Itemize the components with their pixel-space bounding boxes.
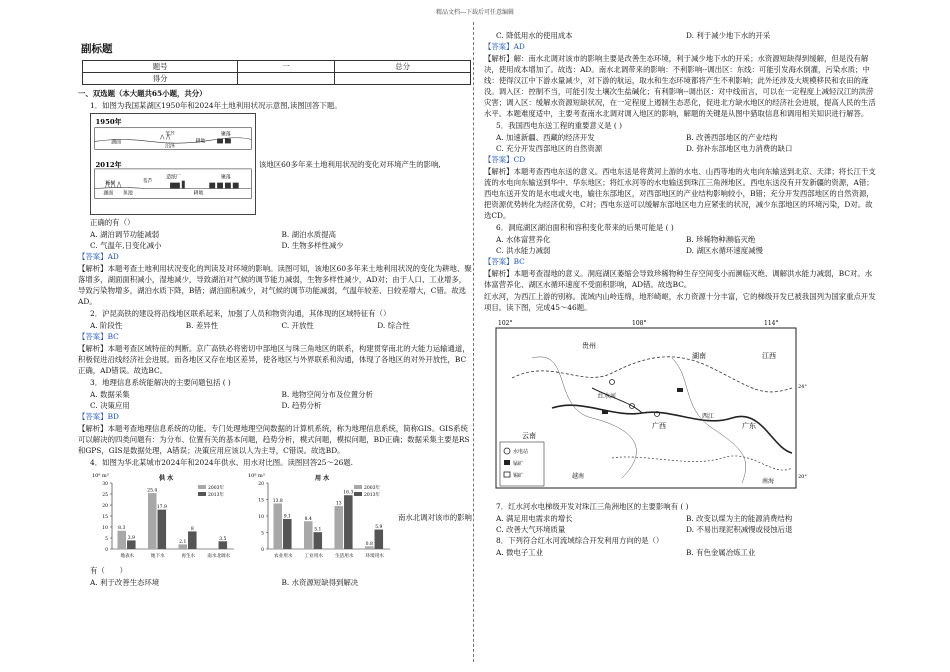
q5-analysis: 【解析】本题考查西电东送的意义。西电东送是将黄河上游的水电、山西等地的火电向东输送到北京、天津；将长江干支流的水电向东输送到华中、华东地区；将红水河等的水电输送到珠江三角洲地区。西电东送没有开发新疆的资源，A错；西电东送开发的是水电或火电，输往东部地区，对西部地区的产业结构影响较小，B错；充分开发西部地区的自然资源，把资源优势转化为经济优势，C对；西电东送可以缓解东部地区电力应紧张的状况，减少东部地区的环境污染，D对。故选CD。 [484,167,876,220]
chart-ytick-label: 0 [105,548,108,553]
chart-bar [283,519,292,549]
chart-ytick-label: 30 [102,482,108,487]
q1-side-text: 该地区60多年来土地利用状况的变化对环境产生的影响, [259,159,441,169]
q1-option-a[interactable]: A. 湖泊调节功能减弱 [90,230,160,239]
q3-option-b[interactable]: B. 地物空间分布及位置分析 [281,390,373,399]
chart-legend-swatch [198,492,206,496]
q2-analysis: 【解析】本题考查区域特征的判断。京广高铁必将密切中部地区与珠三角地区的联系，构建贯穿南北的大能力运输通道，积极促进沿线经济社会进展。而各地区又存在地区差异，使各地区与外界联系和沟通，体现了各地区的对外开放性，BC正确，AD错误。故选BC。 [78,344,470,375]
chart-ylabel: 10⁸ m³ [92,473,109,479]
chart-ytick-label: 0 [261,548,264,553]
q4-option-a[interactable]: A. 利于改善生态环境 [90,578,160,587]
chart-data-label: 5.9 [375,525,383,531]
map-lon-108: 108° [632,320,647,327]
label-1950: 1950年 [95,117,122,126]
chart-legend-label: 2013年 [364,493,380,498]
chart-data-label: 0.8 [365,541,373,547]
chart-data-label: 13.8 [272,498,283,504]
chart-title: 供 水 [159,475,174,482]
q5-option-d[interactable]: D. 弥补东部地区电力消费的缺口 [686,144,793,153]
q1-answer: 【答案】AD [78,252,119,261]
q3-option-d[interactable]: D. 趋势分析 [281,401,322,410]
map-guizhou: 贵州 [582,342,596,350]
chart-legend-swatch [354,492,362,496]
q4-option-d[interactable]: D. 利于减少地下水的开采 [686,31,771,40]
q6-option-a[interactable]: A. 水体富营养化 [496,235,551,244]
chart-data-label: 8.3 [118,526,126,532]
chart-category-label: 南水北调水 [207,554,231,559]
chart-bar [344,495,353,549]
legend-hydro: 水电站 [513,449,529,455]
label-village-1950: 聚落 [221,131,231,138]
q6-options [484,234,876,256]
label-field-1950: 耕地 [195,138,206,145]
q2-options [78,320,473,331]
map-xijiang: 西江 [702,413,715,420]
chart-title: 用 水 [315,475,330,482]
map-jiangxi: 江西 [762,352,776,360]
chart-legend-label: 2003年 [208,486,224,491]
label-field-2012: 耕地 [193,190,204,197]
right-column [484,30,876,558]
hongshui-river-map [492,318,812,494]
q7-option-b[interactable]: B. 改变以煤为主的能源消费结构 [686,514,793,523]
chart-ytick-label: 5 [261,531,264,537]
chart-category-label: 农业用水 [274,554,293,559]
q4-options-cont [484,30,876,41]
q1-analysis: 【解析】本题考查土地利用状况变化的判读及对环境的影响。读图可知，该地区60多年来土地利用状况的变化为耕地、聚落增多，湖面面积减小，湿地减少，导致湖泊对气候的调节能力减弱，生物多样性减少，AD对；由于人口、工业增多，导致污染物增多，湖泊水质下降，B错；湖泊面积减少，对气候的调节功能减弱，气温年较差、日较差增大，C错。故选AD。 [78,264,472,306]
map-hunan: 湖南 [692,352,706,360]
chart-bar [334,506,343,549]
q5-options [484,132,876,154]
map-nanhai: 南海 [762,478,775,485]
legend-mineral1: 锰矿 [513,461,524,467]
q5-option-c[interactable]: C. 充分开发西部地区的自然资源 [496,144,603,153]
chart-data-label: 5.1 [314,527,322,533]
q1-option-d[interactable]: D. 生物多样性减少 [281,241,344,250]
q1-stem: 1．如图为我国某湖区1950年和2024年土地利用状况示意图,读图回答下题。 [90,101,342,110]
chart-ytick-label: 20 [102,504,108,509]
q8-option-b[interactable]: B. 有色金属冶炼工业 [686,548,756,557]
q7-stem: 7．红水河水电梯级开发对珠江三角洲地区的主要影响有 ( ) [496,502,689,511]
q8-option-a[interactable]: A. 微电子工业 [496,548,543,557]
page-header: 精品文档---下载后可任意编辑 [435,9,515,16]
chart-ylabel: 10⁸ m³ [248,473,265,479]
label-yangshu: 杨树 [105,180,116,187]
q2-option-c[interactable]: C. 开放性 [281,321,314,330]
score-table [82,60,471,85]
chart-ytick-label: 20 [258,482,264,487]
score-cell: 题号 [83,61,238,73]
label-paper: 造纸厂 [166,174,181,181]
score-cell: 总分 [335,61,471,73]
q6-option-b[interactable]: B. 珍稀物种濒临灭绝 [686,235,756,244]
q6-stem: 6．洞庭湖区湖泊面积和容积变化带来的后果可能是 ( ) [496,223,674,232]
chart-bar [304,521,313,549]
chart-bar [127,540,136,549]
q3-option-c[interactable]: C. 决策应用 [90,401,130,410]
chart-data-label: 16.3 [343,490,354,496]
legend-mineral2: 锡矿 [513,473,524,479]
q5-option-a[interactable]: A. 加速新疆、西藏的经济开发 [496,133,595,142]
q4-tail: 有（ ） [90,566,127,575]
doc-title: 副标题 [81,43,113,55]
chart-bar [219,541,228,549]
map-lon-114: 114° [764,320,779,327]
q7-option-a[interactable]: A. 满足用电需求的增长 [496,514,573,523]
q1-option-b[interactable]: B. 湖泊水质提高 [281,230,336,239]
q4-analysis: 【解析】解：南水北调对该市的影响主要是改善生态环境，利于减少地下水的开采；水资源短缺得到缓解，但是没有解决，使用成本增加了。故选：AD。南水北调带来的影响：不利影响--调出区：东线：可能引发海水倒灌，污染水质；中线：使得汉江中下游水量减少，对下游的航运，取水和生态环境都将产生不利影响；此外还涉及大规模移民和农田的淹没。调入区：控制不当，可能引发土壤次生盐碱化；有利影响--调出区：对中线而言，可以在一定程度上减轻汉江的洪涝灾害；调入区：缓解水资源短缺状况，在一定程度上遏制生态恶化，促进北方缺水地区的经济社会进展，提高人民的生活水平。本题难度适中，主要考查南水北调对调入地区的影响，解题的关键是从图中猎取信息和调用相关知识进行解答。 [484,54,876,118]
map-yuenan: 越南 [572,473,585,480]
mineral-icon [504,460,510,465]
chart-data-label: 13 [335,501,342,507]
chart-ytick-label: 15 [258,498,264,504]
q3-options [78,389,473,411]
water-supply-chart [90,469,238,565]
q4-option-c[interactable]: C. 降低用水的使用成本 [496,31,573,40]
chart-bar [148,493,157,549]
q5-stem: 5．我国西电东送工程的重要意义是 ( ) [496,121,623,130]
score-cell [238,73,335,85]
chart-data-label: 17.9 [156,505,167,511]
score-cell: 一 [238,61,335,73]
chart-legend-swatch [354,485,362,489]
q7-options [484,513,876,535]
land-use-figure [90,113,256,215]
mineral-icon [602,410,608,414]
q3-stem: 3．地理信息系统能解决的主要问题包括 ( ) [90,378,231,387]
chart-bar [158,510,167,549]
q4-options [78,577,473,588]
chart-data-label: 3.5 [219,536,227,542]
chart-data-label: 8.4 [304,516,312,522]
chart-data-label: 9.1 [283,514,291,520]
map-guangxi: 广西 [652,422,666,430]
map-lat-20: 20° [798,474,807,480]
map-lat-24: 24° [798,384,807,390]
q6-option-d[interactable]: D. 湖区水循环速度减慢 [686,246,763,255]
label-fishpond: 鱼池 [123,190,133,197]
map-guangdong: 广东 [742,422,756,430]
chart-bar [178,544,187,549]
q4-answer: 【答案】AD [484,42,525,51]
q3-answer: 【答案】BD [78,412,119,421]
chart-data-label: 8 [190,526,194,532]
q3-analysis: 【解析】本题考查地理信息系统的功能。专门处理地理空间数据的计算机系统，称为地理信息系统，简称GIS。GIS系统可以解决的四类问题有：为分布、位置有关的基本问题，趋势分析，模式问题，模拟问题，BD正确；数据采集主要是RS和GPS，GIS是数据处理，A错误；决策应用应该以人为主导，C错误。故选BD。 [78,424,470,455]
label-lake-1950: 湖面 [111,139,122,146]
q1-option-c[interactable]: C. 气温年,日变化减小 [90,241,162,250]
q3-option-a[interactable]: A. 数据采集 [90,390,130,399]
q2-option-d[interactable]: D. 综合性 [377,321,410,330]
chart-ytick-label: 10 [258,515,264,520]
q4-option-b[interactable]: B. 水资源短缺得到解决 [281,578,359,587]
chart-ytick-label: 15 [102,515,108,520]
q2-stem: 2．沪昆高铁的建设将沿线地区联系起来，加强了人员和物资沟通，其体现的区域特征有（） [90,309,391,318]
chart-legend-label: 2003年 [364,486,380,491]
mineral-icon [677,388,683,392]
chart-bar [188,531,197,549]
q2-option-a[interactable]: A. 阶段性 [90,321,123,330]
section-heading: 一、双选题（本大题共65小题，共分） [78,89,207,98]
q7-option-c[interactable]: C. 改善大气环境质量 [496,525,566,534]
q2-answer: 【答案】BC [78,332,119,341]
chart-ytick-label: 25 [102,493,108,498]
q8-stem: 8．下列符合红水河流域综合开发利用方向的是（） [496,536,664,545]
chart-category-label: 生活用水 [335,554,354,559]
chart-bar [117,531,126,549]
label-reed-2012: 苇芦 [142,178,153,185]
chart-ytick-label: 5 [105,537,108,542]
label-swamp: 沼泽 [165,143,175,150]
water-use-chart [246,469,394,565]
chart-ytick-label: 10 [102,526,108,531]
chart-data-label: 2.1 [179,539,187,545]
chart-category-label: 地下水 [150,554,165,559]
label-village-2012: 聚落 [221,174,231,181]
q7-option-d[interactable]: D. 不易出现泥积减慢或侵蚀后退 [686,525,793,534]
map-lon-102: 102° [498,320,513,327]
chart-bar [314,532,323,549]
label-2012: 2012年 [95,160,122,169]
chart-legend-swatch [198,485,206,489]
chart-category-label: 工业用水 [304,554,323,559]
q4-stem: 4．如图为华北某城市2024年和2024年供水、用水对比图。读图回答25～26题. [90,458,354,467]
chart-category-label: 再生水 [181,554,196,559]
chart-bar [375,530,384,549]
chart-legend-label: 2013年 [208,493,224,498]
q4-side-text: 南水北调对该市的影响 [398,512,472,522]
map-hongshui: 红水河 [598,393,617,400]
map-yunnan: 云南 [522,432,536,440]
q6-answer: 【答案】BC [484,257,525,266]
q6-analysis: 【解析】本题考查湿地的意义。洞庭湖区萎缩会导致珍稀物种生存空间变小而濒临灭绝、调解洪水能力减弱，BC对。水体富营养化、湖区水循环速度不受面积影响，AD错。故选BC。 [484,269,873,289]
left-column [78,30,473,588]
q6-option-c[interactable]: C. 洪水能力减弱 [496,246,551,255]
label-reed-1950: 苇芦 [165,131,175,138]
chart-data-label: 25.4 [147,488,158,494]
label-lake-2012: 湖面 [103,190,114,197]
chart-category-label: 环境用水 [365,554,384,559]
q2-option-b[interactable]: B. 差异性 [185,321,219,330]
score-cell: 得分 [83,73,238,85]
q5-answer: 【答案】CD [484,155,526,164]
column-divider [473,22,474,662]
q1-tail: 正确的有（） [90,218,135,227]
passage: 红水河，为西江上游的别称。流域内山岭连绵，地形崎岖，水力资源十分丰富，它的梯级开发已被我国列为国家重点开发项目。读下图，完成45～46题。 [484,292,876,312]
chart-bar [273,503,282,549]
q8-options [484,547,876,558]
q5-option-b[interactable]: B. 改善西部地区的产业结构 [686,133,778,142]
q1-options [78,229,473,251]
chart-data-label: 3.9 [127,535,135,541]
chart-category-label: 地表水 [120,554,135,559]
score-cell [335,73,471,85]
